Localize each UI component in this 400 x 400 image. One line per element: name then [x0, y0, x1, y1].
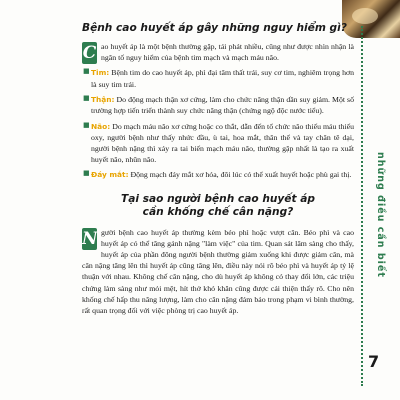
bullet-kidney: [82, 94, 354, 117]
section2-text: gười bệnh cao huyết áp thường kèm béo phì hoặc vượt cân. Béo phì và cao huyết áp có thể tăng gánh nặng "làm việc" của tim. Quan sát lâm sàng cho thấy, huyết áp của phần đông người bệnh thường giảm xuống khi được giảm cân, mà cân nặng tăng lên thì huyết áp cũng tăng lên, điều này nói rõ béo phì và huyết áp tỷ lệ thuận với nhau. Không chế cân nặng, cho dù huyết áp không có thay đổi lớn, các triệu chứng làm sàng như mỏi mệt, hít thở khó khăn cũng được cải thiện thấy rõ. Cho nên khống chế hấp thu năng lượng, làm cho cân nặng đảm bảo trong phạm vi bình thường, rất quan trọng đối với việc phòng trị cao huyết áp.: [82, 228, 354, 315]
bullet-icon: ■: [83, 93, 90, 102]
term-eye: Đáy mắt:: [91, 170, 129, 180]
dropcap-n: N: [82, 229, 98, 250]
section1-title: Bệnh cao huyết áp gây những nguy hiểm gì?: [82, 22, 347, 34]
bullet-icon: ■: [83, 169, 90, 178]
section2-title-line2: cần khống chế cân nặng?: [142, 205, 294, 218]
term-brain: Não:: [91, 121, 111, 131]
bullet-kidney-text: Do động mạch thận xơ cứng, làm cho chức năng thận dần suy giảm. Một số trường hợp tiến triển thành suy chức năng thận (chứng ngộ độc nước tiểu).: [91, 94, 354, 116]
bullet-heart: [82, 67, 354, 90]
side-chapter-label: những điều cần biết: [375, 152, 386, 278]
dropcap-c: C: [82, 43, 97, 64]
bullet-brain-text: Do mạch máu não xơ cứng hoặc co thắt, dẫn đến tổ chức não thiếu máu thiếu oxy, người bệnh như thấy nhức đầu, ù tai, hoa mắt, thân thể và tay chân tê dại, người bệnh nặng thì xảy ra tai biến mạch máu não, thường gặp nhất là tạo ra xuất huyết não, nhũn não.: [91, 121, 354, 165]
term-kidney: Thận:: [91, 94, 115, 104]
section1-intro: [82, 41, 354, 63]
section2-body: [82, 227, 354, 316]
bullet-eye: [82, 169, 354, 181]
section1-intro-text: ao huyết áp là một bệnh thường gặp, tái phát nhiều, cũng như được nhìn nhận là ngăn tố nguy hiểm của bệnh tim mạch và mạch máu não.: [101, 42, 354, 63]
section2-title-line1: Tại sao người bệnh cao huyết áp: [121, 192, 315, 205]
bullet-icon: ■: [83, 120, 90, 129]
section2-title: [82, 193, 354, 219]
side-dotted-rule: [361, 26, 363, 386]
page-content: [82, 22, 354, 320]
bullet-icon: ■: [83, 67, 90, 76]
page-number: 7: [368, 352, 380, 371]
bullet-heart-text: Bệnh tim do cao huyết áp, phì đại tâm thất trái, suy cơ tim, nghiêm trọng hơn là suy tim trái.: [91, 68, 354, 89]
bullet-eye-text: Động mạch đáy mắt xơ hóa, đôi lúc có thể xuất huyết hoặc phù gai thị.: [128, 170, 352, 180]
term-heart: Tim:: [91, 68, 110, 78]
bullet-brain: [82, 121, 354, 166]
